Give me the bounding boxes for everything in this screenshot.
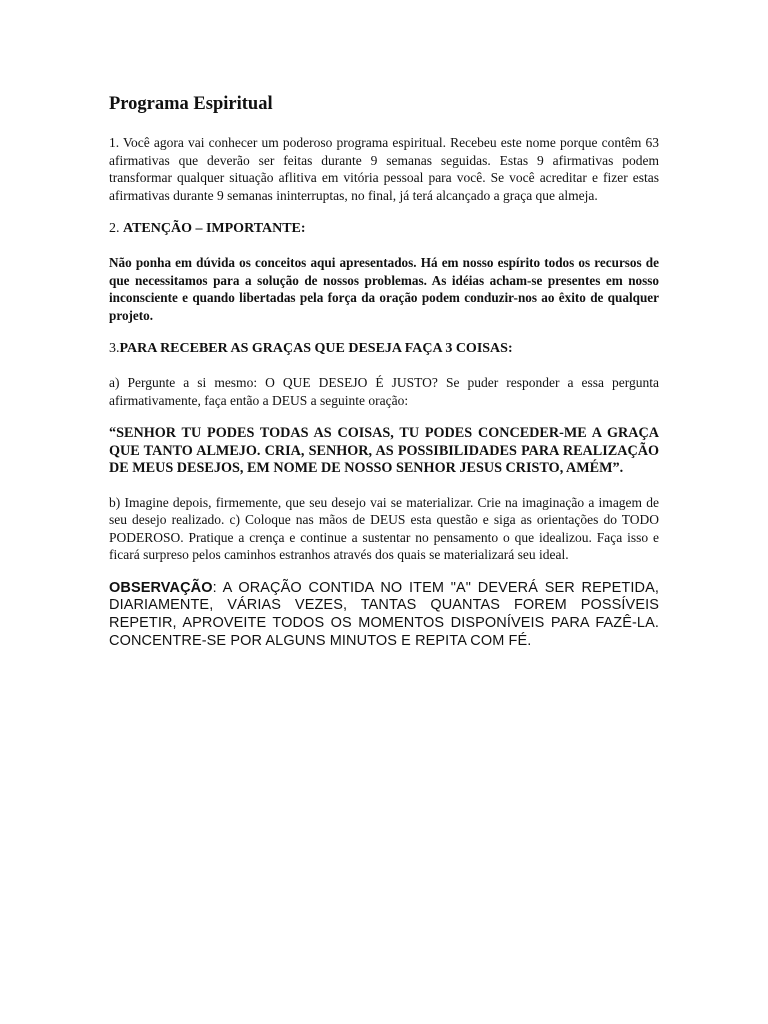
observation-text: : A ORAÇÃO CONTIDA NO ITEM "A" DEVERÁ SER REPETIDA, DIARIAMENTE, VÁRIAS VEZES, TANTAS QUANTAS FOREM POSSÍVEIS REPETIR, APROVEITE TODOS OS MOMENTOS DISPONÍVEIS PARA FAZÊ-LA. CONCENTRE-SE POR ALGUNS MINUTOS E REPITA COM FÉ. bbox=[109, 579, 659, 649]
observation-label: OBSERVAÇÃO bbox=[109, 579, 213, 596]
section-2-number: 2. bbox=[109, 221, 123, 236]
section-3-heading-line bbox=[109, 340, 659, 358]
paragraph-item-a: a) Pergunte a si mesmo: O QUE DESEJO É JUSTO? Se puder responder a essa pergunta afirmativamente, faça então a DEUS a seguinte oração: bbox=[109, 375, 659, 408]
document-page bbox=[109, 92, 659, 650]
section-2-heading: ATENÇÃO – IMPORTANTE: bbox=[123, 221, 306, 236]
document-title: Programa Espiritual bbox=[109, 94, 273, 114]
section-2-heading-line bbox=[109, 220, 659, 238]
observation-paragraph bbox=[109, 580, 659, 650]
prayer-text: “SENHOR TU PODES TODAS AS COISAS, TU PODES CONCEDER-ME A GRAÇA QUE TANTO ALMEJO. CRIA, SENHOR, AS POSSIBILIDADES PARA REALIZAÇÃO DE MEUS DESEJOS, EM NOME DE NOSSO SENHOR JESUS CRISTO, AMÉM”. bbox=[109, 425, 659, 477]
section-3-number: 3. bbox=[109, 341, 120, 356]
paragraph-intro: 1. Você agora vai conhecer um poderoso programa espiritual. Recebeu este nome porque contêm 63 afirmativas que deverão ser feitas durante 9 semanas seguidas. Estas 9 afirmativas podem transformar qualquer situação aflitiva em vitória pessoal para você. Se você acreditar e fizer estas afirmativas durante 9 semanas ininterruptas, no final, já terá alcançado a graça que almeja. bbox=[109, 135, 659, 203]
paragraph-item-b: b) Imagine depois, firmemente, que seu desejo vai se materializar. Crie na imaginação a imagem de seu desejo realizado. c) Coloque nas mãos de DEUS esta questão e siga as orientações do TODO PODEROSO. Pratique a crença e continue a sustentar no pensamento o que idealizou. Faça isso e ficará surpreso pelos caminhos estranhos através dos quais se materializará seu ideal. bbox=[109, 494, 659, 563]
paragraph-warning: Não ponha em dúvida os conceitos aqui apresentados. Há em nosso espírito todos os recursos de que necessitamos para a solução de nossos problemas. As idéias acham-se presentes em nosso inconsciente e quando libertadas pela força da oração podem conduzir-nos ao êxito de qualquer projeto. bbox=[109, 255, 659, 323]
section-3-heading: PARA RECEBER AS GRAÇAS QUE DESEJA FAÇA 3 COISAS: bbox=[119, 341, 513, 356]
